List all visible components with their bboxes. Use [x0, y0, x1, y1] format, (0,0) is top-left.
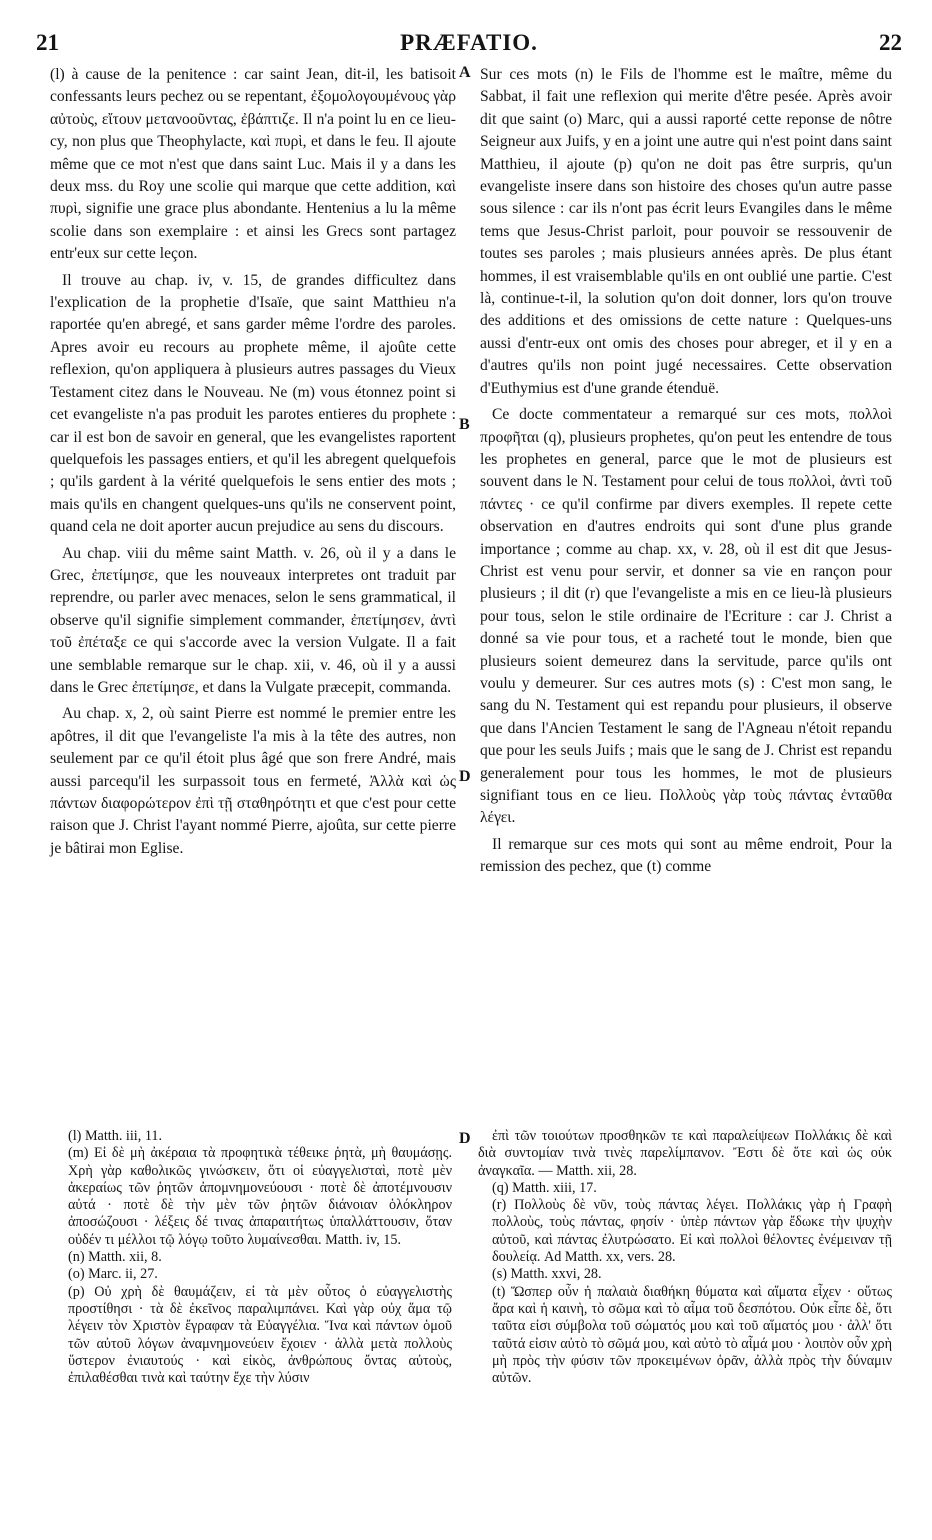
footnote: (n) Matth. xii, 8.: [68, 1249, 162, 1266]
paragraph: Au chap. x, 2, où saint Pierre est nommé le premier entre les apôtres, il dit que l'evangeliste l'a mis à la tête des autres, non seulement par ce qu'il étoit plus âgé que son frere André, mais aussi parcequ'il les surpassoit tous en fermeté, Ἀλλὰ καὶ ὡς πάντων διαφορώτερον ἐπὶ τῇ σταθηρότητι et que c'est pour cette raison que J. Christ l'ayant nommé Pierre, ajoûta, sur cette pierre je bâtirai mon Eglise.: [50, 705, 456, 857]
paragraph: Il remarque sur ces mots qui sont au même endroit, Pour la remission des pechez, que (t) comme: [480, 835, 892, 876]
footnote-continuation: ἐπὶ τῶν τοιούτων προσθηκῶν τε καὶ παραλείψεων Πολλάκις δὲ καὶ διὰ συντομίαν τινὰ τινὲς παρελίμπανον. Ἔστι δὲ ὅτε καὶ ὡς οὐκ ἀναγκαῖα. — Matth. xii, 28.: [478, 1128, 892, 1179]
paragraph: (l) à cause de la penitence : car saint Jean, dit-il, les batisoit confessants leurs pechez ou se repentant, ἐξομολογουμένους γὰρ αὐτοὺς, εἴτουν μετανοοῦντας, ἐβάπτιζε. Il n'a point lu en ce lieu-cy, non plus que Theophylacte, καὶ πυρὶ, et dans le feu. Il ajoute même que ce mot n'est que dans saint Luc. Mais il y a dans les deux mss. du Roy une scolie qui marque que cette addition, καὶ πυρὶ, signifie une grace plus abondante. Hentenius a lu la même scolie dans son exemplaire : et ainsi les Grecs sont partagez entr'eux sur cette leçon.: [50, 66, 456, 263]
footnote: (t) Ὥσπερ οὖν ἡ παλαιὰ διαθήκη θύματα καὶ αἵματα εἶχεν · οὕτως ἄρα καὶ ἡ καινὴ, τὸ σῶμα καὶ τὸ αἷμα τοῦ δεσπότου. Οὐκ εἶπε δὲ, ὅτι ταῦτα εἰσι σύμβολα τοῦ σώματός μου καὶ τοῦ αἵματός μου · ἀλλ' ὅτι ταῦτά εἰσιν αὐτὸ τὸ σῶμά μου, καὶ αὐτὸ τὸ αἷμά μου · λοιπὸν οὖν χρὴ μὴ πρὸς τὴν φύσιν τῶν προκειμένων ὁρᾶν, ἀλλὰ πρὸς τὴν δύναμιν αὐτῶν.: [492, 1283, 892, 1387]
footnote: (o) Marc. ii, 27.: [68, 1266, 158, 1283]
footnotes-right: [478, 1128, 892, 1387]
page-number-left: 21: [36, 30, 59, 55]
left-column: [50, 64, 456, 864]
page-title: PRÆFATIO.: [400, 30, 538, 55]
footnote: (r) Πολλοὺς δὲ νῦν, τοὺς πάντας λέγει. Πολλάκις γὰρ ἡ Γραφὴ πολλοὺς, τοὺς πάντας, φησίν · ὑπὲρ πάντων γὰρ ἔδωκε τὴν ψυχὴν αὐτοῦ, καὶ πάντας ἐλυτρώσατο. Εἰ καὶ πολλοὶ θέλοντες ἐνέμειναν τῇ δουλείᾳ. Ad Matth. xx, vers. 28.: [492, 1197, 892, 1266]
footnotes-left: [54, 1128, 452, 1387]
running-header: [36, 30, 902, 60]
margin-marker-d-notes: D: [459, 1130, 471, 1147]
footnote: (s) Matth. xxvi, 28.: [492, 1266, 602, 1283]
footnote: (l) Matth. iii, 11.: [68, 1128, 163, 1144]
paragraph: Il trouve au chap. iv, v. 15, de grandes difficultez dans l'explication de la prophetie d'Isaïe, que saint Matthieu n'a raportée qu'en abregé, et sans garder même l'ordre des paroles. Apres avoir eu recours au prophete même, il ajoûte cette reflexion, qu'on appliquera à plusieurs autres passages du Vieux Testament citez dans le Nouveau. Ne (m) vous étonnez point si cet evangeliste n'a pas produit les parotes entieres du prophete : car il est bon de savoir en general, que les evangelistes raportent quelquefois les passages entiers, et qu'il les abregent quelquefois ; qu'ils gardent à la vérité quelquefois le sens entier des mots ; mais qu'ils en changent quelques-uns qu'ils ne conservent point, quand cela ne doit aporter aucun prejudice au sens du discours.: [50, 271, 456, 536]
paragraph: Au chap. viii du même saint Matth. v. 26, où il y a dans le Grec, ἐπετίμησε, que les nouveaux interpretes ont traduit par reprendre, ou parler avec menaces, selon le sens grammatical, il observe qu'il signifie simplement commander, ἐπετίμησεν, ἀντὶ τοῦ ἐπέταξε ce qui s'accorde avec la version Vulgate. Il a fait une semblable remarque sur le chap. xii, v. 46, où il y a aussi dans le Grec ἐπετίμησε, et dans la Vulgate præcepit, commanda.: [50, 544, 456, 696]
footnote: (m) Εἰ δὲ μὴ ἀκέραια τὰ προφητικὰ τέθεικε ῥητὰ, μὴ θαυμάσῃς. Χρὴ γὰρ καθολικῶς γινώσκειν, ὅτι οἱ εὐαγγελισταὶ, ποτὲ μὲν ἀκεραίως τῶν ῥητῶν ἀπομνημονεύουσι · ποτὲ δὲ ἀποτέμνουσιν αὐτά · ποτὲ δὲ τὴν μὲν τῶν ῥητῶν διάνοιαν ὁλόκληρον ἀποσώζουσι · λέξεις δέ τινας ἀπαραιτήτως ὑπαλλάττουσιν, ὅταν οὐδέν τι μέλλοι τῷ λόγῳ τοῦτο λυμαίνεσθαι. Matth. iv, 15.: [68, 1145, 452, 1248]
footnote: (q) Matth. xiii, 17.: [492, 1179, 597, 1196]
right-column: [480, 64, 892, 883]
margin-marker-a: A: [459, 64, 471, 81]
footnote: (p) Οὐ χρὴ δὲ θαυμάζειν, εἰ τὰ μὲν οὗτος ὁ εὐαγγελιστὴς προστίθησι · τὰ δὲ ἐκεῖνος παραλιμπάνει. Καὶ γὰρ οὐχ ἅμα τῷ λέγειν τὸν Χριστὸν ἔγραφαν τὰ Εὐαγγέλια. Ἵνα καὶ πάντων ὁμοῦ τῶν αὐτοῦ λόγων ἀναμνημονεύειν ἔχοιεν · ἀλλὰ μετὰ πολλοὺς ὕστερον ἐνιαυτούς · καὶ εἰκὸς, ἀνθρώπους ὄντας αὐτοὺς, ἐπιλαθέσθαι τινὰ καὶ ταύτην ἔχε τὴν λύσιν: [68, 1283, 452, 1387]
paragraph: Ce docte commentateur a remarqué sur ces mots, πολλοὶ προφῆται (q), plusieurs prophetes, qu'on peut les entendre de tous les prophetes en general, parce que le mot de plusieurs est souvent dans le N. Testament pour celui de tous πολλοὶ, ἀντὶ τοῦ πάντες · ce qu'il confirme par divers exemples. Il repete cette observation en d'autres endroits qui sont d'une plus grande importance ; comme au chap. xx, v. 28, où il est dit que Jesus-Christ est venu pour servir, et donner sa vie en rançon pour plusieurs ; il dit (r) que l'evangeliste a mis en ce lieu-là plusieurs pour tous, selon le stile ordinaire de l'Ecriture : car J. Christ a donné sa vie pour tous, et a racheté tout le monde, bien que plusieurs soient demeurez dans la servitude, parce qu'ils ont voulu y demeurer. Sur ces autres mots (s) : C'est mon sang, le sang du N. Testament qui est repandu pour plusieurs, il observe que dans l'Ancien Testament le sang de l'Agneau n'étoit repandu que pour les seuls Juifs ; mais que le sang de J. Christ est repandu generalement pour tous les hommes, le mot de plusieurs signifiant tous en ce lieu. Πολλοὺς γὰρ τοὺς πάντας ἐνταῦθα λέγει.: [480, 406, 892, 827]
page-number-right: 22: [879, 30, 902, 55]
margin-marker-b: B: [459, 416, 470, 433]
paragraph: Sur ces mots (n) le Fils de l'homme est le maître, même du Sabbat, il fait une reflexion qui merite d'être pesée. Après avoir dit que saint (o) Marc, qui a aussi raporté cette reponse de nôtre Seigneur aux Juifs, y en a joint une autre qui n'est point dans saint Matthieu, il ajoute (p) qu'on ne doit pas être surpris, qu'un evangeliste insere dans son histoire des choses qu'un autre passe sous silence : car ils n'ont pas écrit leurs Evangiles dans le même tems que Jesus-Christ parloit, pour pouvoir se ressouvenir de toutes ses paroles ; mais plusieurs années après. De plus étant hommes, il est vraisemblable qu'ils en ont oublié une partie. C'est là, continue-t-il, la solution qu'on doit donner, lors qu'on trouve des additions et des omissions de cette nature : Quelques-uns aussi d'entr-eux ont omis des choses pour abreger, et il y en a d'autres qu'ils non point jugé necessaires. Cette observation d'Euthymius est d'une grande étenduë.: [480, 66, 892, 397]
margin-marker-d: D: [459, 768, 471, 785]
